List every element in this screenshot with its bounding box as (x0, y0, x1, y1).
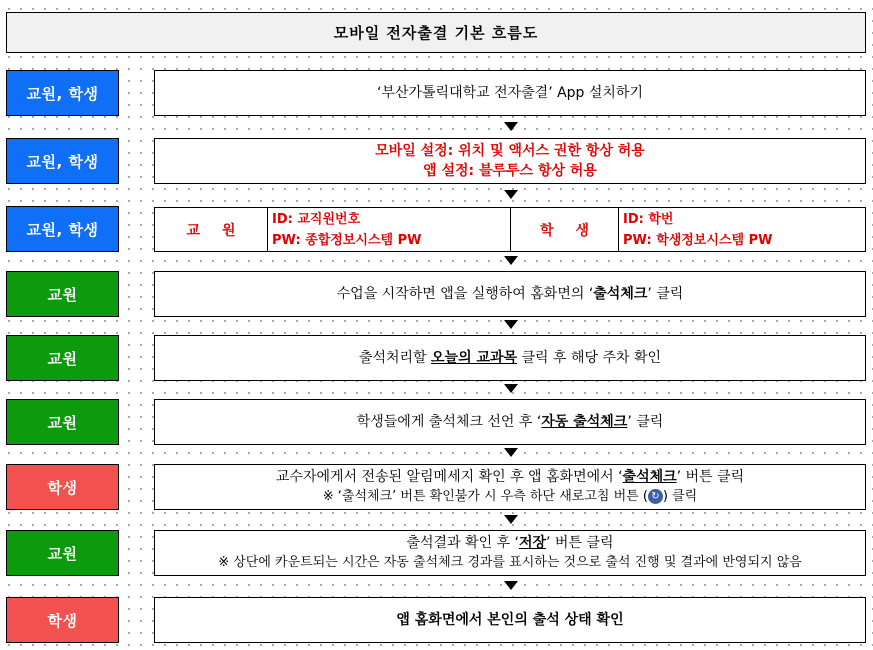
step-start-attendance (154, 271, 866, 317)
role-badge: 학생 (6, 464, 119, 510)
step-text: 앱 홈화면에서 본인의 출석 상태 확인 (396, 612, 624, 628)
step-text: 모바일 설정: 위치 및 액서스 권한 항상 허용 (375, 143, 645, 159)
flow-arrow (504, 515, 518, 524)
highlight-text: 자동 출석체크 (541, 414, 628, 430)
student-label: 학생 (511, 208, 619, 251)
step-permissions (154, 138, 866, 184)
student-id: ID: 학번 (623, 211, 674, 227)
student-credentials (619, 208, 865, 251)
highlight-text: 오늘의 교과목 (431, 350, 518, 366)
flow-arrow (504, 256, 518, 265)
step-select-course (154, 335, 866, 381)
step-auto-attendance (154, 399, 866, 445)
faculty-label: 교원 (155, 208, 268, 251)
step-note: ※ ‘출석체크’ 버튼 확인불가 시 우측 하단 새로고침 버튼 ( ↻ ) 클릭 (322, 489, 698, 504)
faculty-id: ID: 교직원번호 (272, 211, 361, 227)
step-login-credentials (154, 207, 866, 252)
step-note: ※ 상단에 카운트되는 시간은 자동 출석체크 경과를 표시하는 것으로 출석 진행 및 결과에 반영되지 않음 (218, 555, 802, 570)
role-badge: 학생 (6, 597, 119, 643)
highlight-text: 저장 (518, 535, 547, 551)
flow-arrow (504, 122, 518, 131)
role-badge: 교원, 학생 (6, 206, 119, 252)
flow-arrow (504, 448, 518, 457)
highlight-text: 출석체크 (622, 469, 677, 485)
role-badge: 교원 (6, 530, 119, 576)
student-pw: PW: 학생정보시스템 PW (623, 232, 773, 248)
step-text: 앱 설정: 블루투스 항상 허용 (423, 163, 597, 179)
role-badge: 교원, 학생 (6, 138, 119, 184)
flow-arrow (504, 190, 518, 199)
step-verify-status (154, 597, 866, 643)
step-text: 수업을 시작하면 앱을 실행하여 홈화면의 ‘출석체크’ 클릭 (336, 286, 684, 302)
role-badge: 교원 (6, 271, 119, 317)
highlight-text: 출석체크 (593, 286, 648, 302)
faculty-credentials (268, 208, 511, 251)
step-text: 교수자에게서 전송된 알림메세지 확인 후 앱 홈화면에서 ‘출석체크’ 버튼 클릭 (275, 469, 745, 485)
step-text: 출석처리할 오늘의 교과목 클릭 후 해당 주차 확인 (358, 350, 662, 366)
flow-arrow (504, 320, 518, 329)
faculty-pw: PW: 종합정보시스템 PW (272, 232, 422, 248)
role-badge: 교원 (6, 335, 119, 381)
flow-arrow (504, 581, 518, 590)
step-save-result (154, 530, 866, 576)
step-student-check-in (154, 464, 866, 510)
refresh-icon: ↻ (648, 489, 663, 504)
step-text: ‘부산가톨릭대학교 전자출결’ App 설치하기 (377, 85, 643, 101)
step-install-app (154, 70, 866, 116)
step-text: 학생들에게 출석체크 선언 후 ‘자동 출석체크’ 클릭 (356, 414, 664, 430)
step-text: 출석결과 확인 후 ‘저장’ 버튼 클릭 (406, 535, 614, 551)
role-badge: 교원, 학생 (6, 70, 119, 116)
page-title: 모바일 전자출결 기본 흐름도 (6, 12, 866, 53)
role-badge: 교원 (6, 399, 119, 445)
flow-arrow (504, 384, 518, 393)
